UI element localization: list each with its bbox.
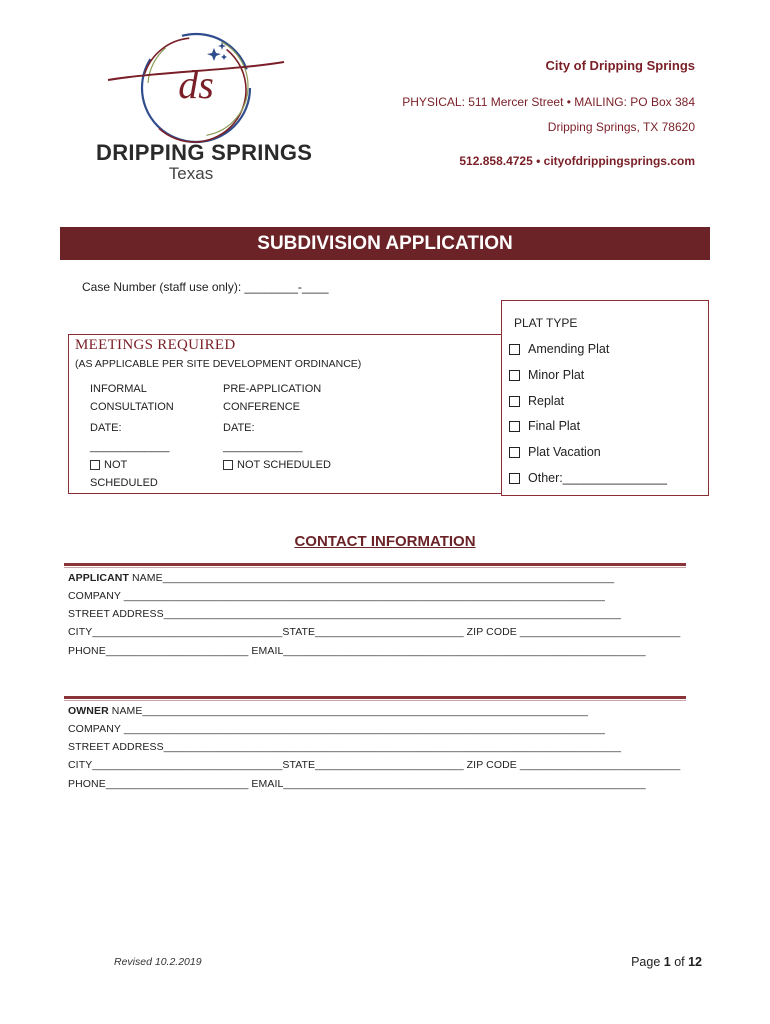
header-city: City of Dripping Springs bbox=[545, 58, 695, 73]
checkbox-icon[interactable] bbox=[509, 421, 520, 432]
applicant-name-line: NAME____________________________________________________________________________ bbox=[128, 572, 615, 584]
applicant-phone-field[interactable]: PHONE________________________ EMAIL_____________________________________________________________ bbox=[68, 645, 646, 657]
applicant-city-field[interactable]: CITY________________________________STATE_________________________ ZIP CODE ___________________________ bbox=[68, 626, 681, 638]
preapp-label-2: CONFERENCE bbox=[223, 401, 301, 413]
page-of: of bbox=[670, 955, 689, 969]
logo-monogram: ds bbox=[178, 62, 214, 107]
preapp-date-field[interactable]: _____________ bbox=[223, 441, 303, 453]
informal-not-scheduled[interactable] bbox=[90, 456, 174, 474]
informal-not-label-2: SCHEDULED bbox=[90, 477, 158, 489]
case-number: Case Number (staff use only): ________-____ bbox=[82, 280, 329, 294]
plat-option-final[interactable] bbox=[509, 419, 580, 433]
owner-city-field[interactable]: CITY________________________________STATE_________________________ ZIP CODE ___________________________ bbox=[68, 759, 681, 771]
applicant-label: APPLICANT bbox=[68, 572, 129, 584]
meetings-subtitle: (AS APPLICABLE PER SITE DEVELOPMENT ORDINANCE) bbox=[75, 358, 362, 370]
plat-option-label: Plat Vacation bbox=[528, 445, 601, 459]
owner-company-field[interactable]: COMPANY _________________________________________________________________________________ bbox=[68, 723, 605, 735]
informal-consultation bbox=[90, 380, 174, 492]
logo-subtitle: Texas bbox=[168, 164, 214, 183]
plat-option-replat[interactable] bbox=[509, 394, 564, 408]
logo-wordmark: DRIPPING SPRINGS bbox=[96, 140, 313, 165]
checkbox-icon[interactable] bbox=[509, 473, 520, 484]
applicant-name-field[interactable] bbox=[68, 572, 614, 584]
checkbox-icon[interactable] bbox=[509, 370, 520, 381]
owner-street-field[interactable]: STREET ADDRESS_____________________________________________________________________________ bbox=[68, 741, 622, 753]
header-physical-address: PHYSICAL: 511 Mercer Street • MAILING: PO Box 384 bbox=[402, 95, 695, 109]
plat-option-label: Replat bbox=[528, 394, 565, 408]
plat-option-label: Minor Plat bbox=[528, 368, 585, 382]
plat-option-label: Other:_______________ bbox=[528, 471, 668, 485]
page-current: 1 bbox=[663, 955, 671, 969]
plat-option-label: Amending Plat bbox=[528, 342, 610, 356]
checkbox-icon[interactable] bbox=[509, 447, 520, 458]
page-prefix: Page bbox=[631, 955, 664, 969]
header-town: Dripping Springs, TX 78620 bbox=[547, 120, 695, 134]
applicant-street-field[interactable]: STREET ADDRESS_____________________________________________________________________________ bbox=[68, 608, 622, 620]
plat-type-box bbox=[501, 300, 709, 496]
header-contact: 512.858.4725 • cityofdrippingsprings.com bbox=[459, 154, 695, 168]
plat-option-minor[interactable] bbox=[509, 368, 584, 382]
checkbox-icon[interactable] bbox=[509, 344, 520, 355]
checkbox-icon[interactable] bbox=[223, 460, 233, 470]
page-title: SUBDIVISION APPLICATION bbox=[257, 233, 513, 254]
owner-name-field[interactable] bbox=[68, 705, 588, 717]
informal-date-field[interactable]: _____________ bbox=[90, 441, 170, 453]
owner-name-line: NAME___________________________________________________________________________ bbox=[108, 705, 588, 717]
preapp-date-label: DATE: bbox=[223, 422, 255, 434]
plat-option-label: Final Plat bbox=[528, 419, 581, 433]
informal-date-label: DATE: bbox=[90, 422, 122, 434]
owner-phone-field[interactable]: PHONE________________________ EMAIL_____________________________________________________________ bbox=[68, 778, 646, 790]
preapp-not-label: NOT SCHEDULED bbox=[237, 459, 331, 471]
owner-label: OWNER bbox=[68, 705, 109, 717]
plat-type-title: PLAT TYPE bbox=[514, 316, 578, 330]
informal-label-2: CONSULTATION bbox=[90, 401, 174, 413]
preapp-not-scheduled[interactable] bbox=[223, 456, 331, 474]
section-divider-shadow bbox=[64, 567, 686, 568]
revised-date: Revised 10.2.2019 bbox=[114, 956, 202, 968]
checkbox-icon[interactable] bbox=[90, 460, 100, 470]
applicant-company-field[interactable]: COMPANY _________________________________________________________________________________ bbox=[68, 590, 605, 602]
plat-option-vacation[interactable] bbox=[509, 445, 601, 459]
section-divider-shadow bbox=[64, 700, 686, 701]
page-number bbox=[631, 955, 702, 969]
checkbox-icon[interactable] bbox=[509, 396, 520, 407]
page-total: 12 bbox=[688, 955, 702, 969]
informal-not-label: NOT bbox=[104, 459, 128, 471]
section-divider bbox=[64, 563, 686, 566]
meetings-box bbox=[68, 334, 501, 494]
preapp-label: PRE-APPLICATION bbox=[223, 383, 322, 395]
meetings-title: MEETINGS REQUIRED bbox=[75, 337, 236, 353]
plat-option-other[interactable] bbox=[509, 471, 667, 485]
preapp-conference bbox=[223, 380, 331, 474]
section-divider bbox=[64, 696, 686, 699]
plat-option-amending[interactable] bbox=[509, 342, 609, 356]
informal-label: INFORMAL bbox=[90, 383, 147, 395]
contact-title: CONTACT INFORMATION bbox=[294, 533, 476, 550]
title-bar bbox=[60, 227, 710, 260]
